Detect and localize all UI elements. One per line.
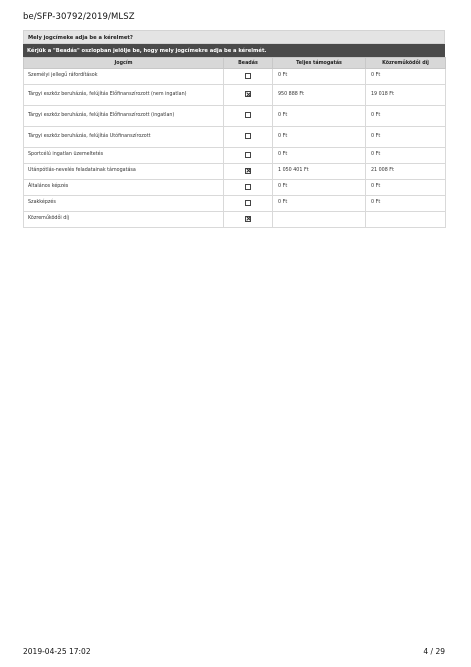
table-row: [24, 69, 446, 85]
beadas-checkbox-checked[interactable]: [245, 216, 251, 222]
table-header-row: [24, 58, 446, 69]
col-header-beadas: Beadás: [224, 58, 273, 69]
teljes-cell: 0 Ft: [273, 127, 366, 148]
teljes-cell: 950 888 Ft: [273, 85, 366, 106]
jogcim-cell: Utánpótlás-nevelés feladatainak támogatása: [24, 164, 224, 180]
kozrem-cell: 0 Ft: [366, 180, 446, 196]
beadas-checkbox[interactable]: [245, 184, 251, 190]
kozrem-cell: 0 Ft: [366, 69, 446, 85]
teljes-cell: 0 Ft: [273, 148, 366, 164]
beadas-cell: [224, 85, 273, 106]
jogcim-cell: Tárgyi eszköz beruházás, felújítás Előfinanszírozott (nem ingatlan): [24, 85, 224, 106]
jogcim-cell: Közreműködői díj: [24, 212, 224, 228]
table-row: [24, 164, 446, 180]
teljes-cell: 0 Ft: [273, 106, 366, 127]
beadas-cell: [224, 148, 273, 164]
table-row: [24, 196, 446, 212]
beadas-cell: [224, 127, 273, 148]
col-header-jogcim: Jogcím: [24, 58, 224, 69]
col-header-kozrem: Közreműködői díj: [366, 58, 446, 69]
jogcim-cell: Sportcélú ingatlan üzemeltetés: [24, 148, 224, 164]
beadas-checkbox[interactable]: [245, 73, 251, 79]
teljes-cell: 0 Ft: [273, 180, 366, 196]
table-row: [24, 180, 446, 196]
jogcim-cell: Tárgyi eszköz beruházás, felújítás Előfinanszírozott (ingatlan): [24, 106, 224, 127]
kozrem-cell: 0 Ft: [366, 127, 446, 148]
col-header-teljes: Teljes támogatás: [273, 58, 366, 69]
beadas-checkbox[interactable]: [245, 152, 251, 158]
kozrem-cell: [366, 212, 446, 228]
teljes-cell: 0 Ft: [273, 196, 366, 212]
beadas-cell: [224, 164, 273, 180]
beadas-cell: [224, 180, 273, 196]
teljes-cell: 1 050 401 Ft: [273, 164, 366, 180]
footer-page-number: 4 / 29: [423, 647, 445, 656]
kozrem-cell: 0 Ft: [366, 148, 446, 164]
beadas-cell: [224, 196, 273, 212]
beadas-checkbox[interactable]: [245, 112, 251, 118]
jogcim-cell: Szakképzés: [24, 196, 224, 212]
beadas-checkbox-checked[interactable]: [245, 168, 251, 174]
document-id: be/SFP-30792/2019/MLSZ: [23, 12, 135, 22]
jogcim-cell: Tárgyi eszköz beruházás, felújítás Utófinanszírozott: [24, 127, 224, 148]
table-row: [24, 106, 446, 127]
question-title: Mely jogcímeke adja be a kérelmet?: [23, 30, 445, 44]
beadas-cell: [224, 212, 273, 228]
claims-table: [23, 57, 446, 228]
jogcim-cell: Személyi jellegű ráfordítások: [24, 69, 224, 85]
kozrem-cell: 0 Ft: [366, 196, 446, 212]
kozrem-cell: 21 008 Ft: [366, 164, 446, 180]
kozrem-cell: 19 018 Ft: [366, 85, 446, 106]
table-row: [24, 148, 446, 164]
kozrem-cell: 0 Ft: [366, 106, 446, 127]
beadas-checkbox-checked[interactable]: [245, 91, 251, 97]
instruction-banner: Kérjük a "Beadás" oszlopban jelölje be, hogy mely jogcímekre adja be a kérelmét.: [23, 44, 445, 57]
table-row: [24, 212, 446, 228]
beadas-cell: [224, 69, 273, 85]
teljes-cell: [273, 212, 366, 228]
jogcim-cell: Általános képzés: [24, 180, 224, 196]
beadas-checkbox[interactable]: [245, 133, 251, 139]
table-row: [24, 85, 446, 106]
claim-types-panel: [23, 30, 445, 228]
beadas-cell: [224, 106, 273, 127]
teljes-cell: 0 Ft: [273, 69, 366, 85]
table-body: [24, 69, 446, 228]
footer-datetime: 2019-04-25 17:02: [23, 647, 91, 656]
beadas-checkbox[interactable]: [245, 200, 251, 206]
table-row: [24, 127, 446, 148]
